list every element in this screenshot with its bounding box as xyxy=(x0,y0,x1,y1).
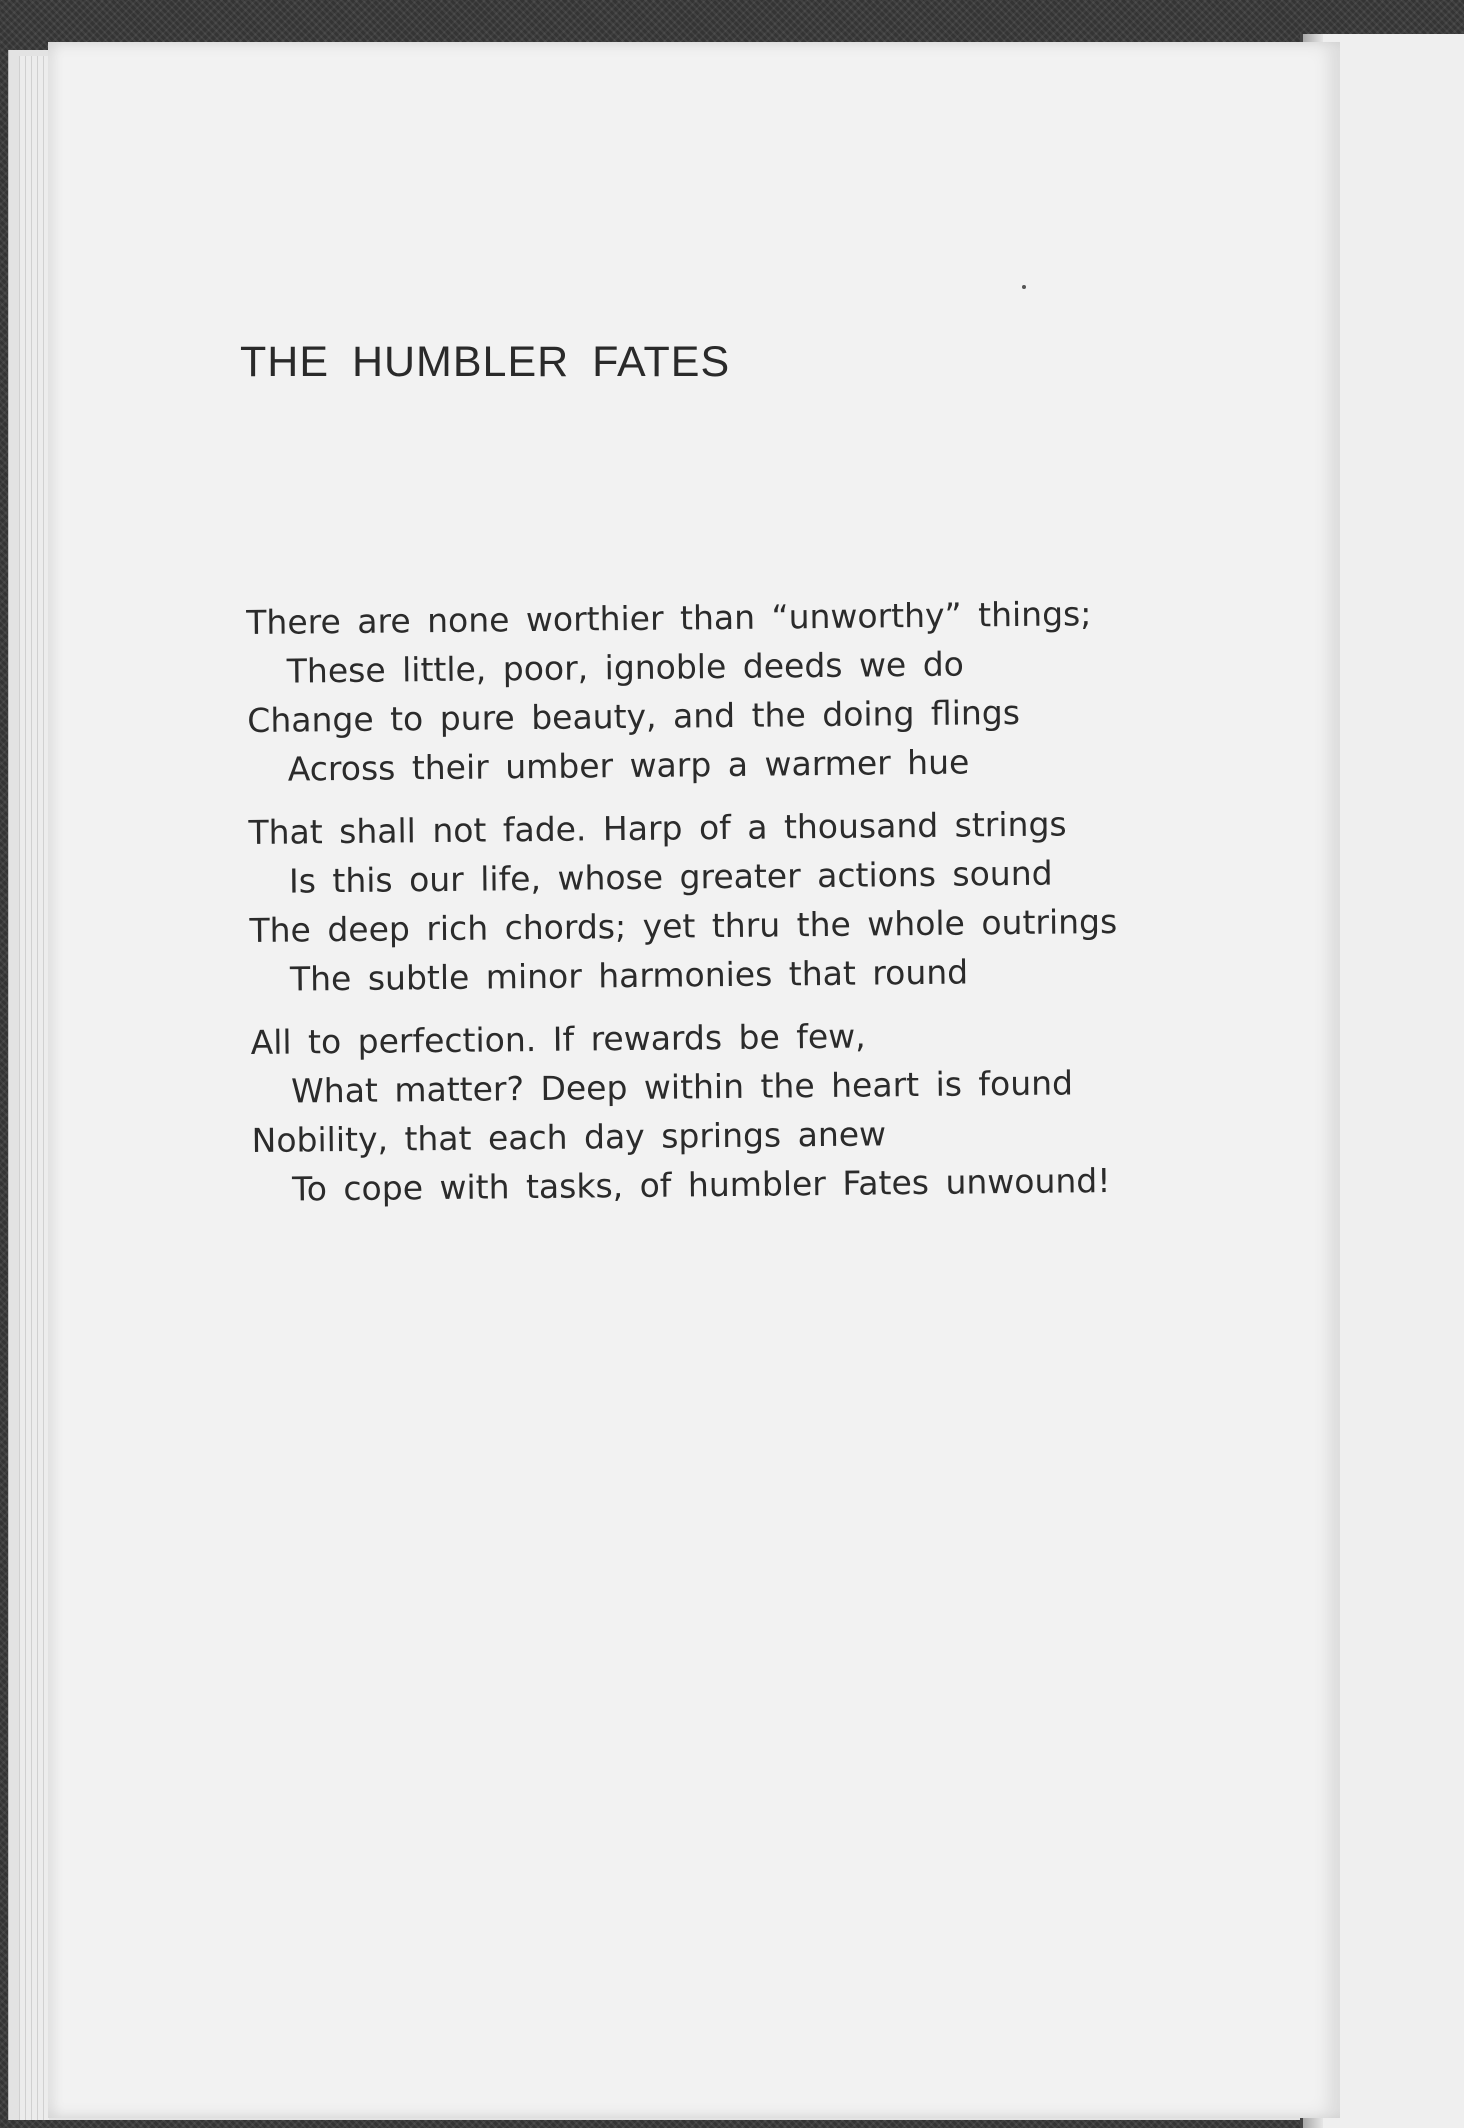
book-page xyxy=(48,42,1340,2118)
poem-line: All to perfection. If rewards be few, xyxy=(250,1016,866,1062)
poem-line: The deep rich chords; yet thru the whole outrings xyxy=(249,901,1118,950)
poem-line: Is this our life, whose greater actions sound xyxy=(288,853,1053,901)
poem-line: Change to pure beauty, and the doing flings xyxy=(247,692,1021,740)
stanza-2 xyxy=(248,799,1150,1004)
poem-line: These little, poor, ignoble deeds we do xyxy=(286,644,965,691)
poem-line: What matter? Deep within the heart is found xyxy=(290,1063,1074,1111)
stanza-3 xyxy=(250,1009,1152,1214)
poem-body xyxy=(246,589,1153,1228)
stanza-1 xyxy=(246,589,1148,794)
poem-line: The subtle minor harmonies that round xyxy=(289,952,969,999)
poem-line: To cope with tasks, of humbler Fates unwound! xyxy=(291,1160,1111,1209)
poem-line: There are none worthier than “unworthy” things; xyxy=(246,594,1092,642)
poem-line: That shall not fade. Harp of a thousand strings xyxy=(248,804,1067,852)
poem-title: THE HUMBLER FATES xyxy=(240,338,731,386)
poem-line: Across their umber warp a warmer hue xyxy=(287,742,970,789)
paper-speck xyxy=(1022,285,1026,289)
poem-line: Nobility, that each day springs anew xyxy=(251,1114,887,1160)
